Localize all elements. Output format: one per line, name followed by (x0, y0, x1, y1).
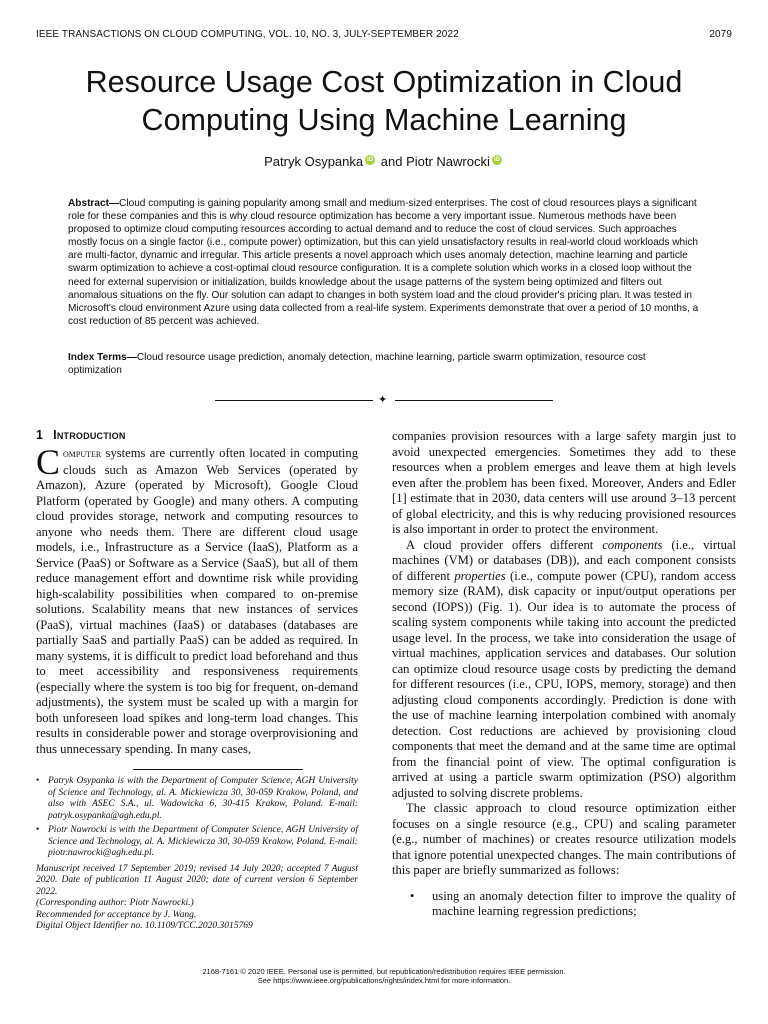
abstract-text: Cloud computing is gaining popularity among small and medium-sized enterprises. The cost of cloud resources plays a significant role for these companies and this is why cloud resource optimization has become a very important issue. Numerous methods have been proposed to optimize cloud computing resources according to actual demand and to reduce the cost of cloud services. Such approaches mostly focus on a single factor (i.e., compute power) optimization, but this can yield unsatisfactory results in real-world cloud workloads which are multi-factor, dynamic and irregular. This article presents a novel approach which uses anomaly detection, machine learning and particle swarm optimization to achieve a cost-optimal cloud resource configuration. It is a complete solution which works in a closed loop without the need for external supervision or initialization, builds knowledge about the usage patterns of the system being optimized and filters out anomalous situations on the fly. Our solution can adapt to changes in both system load and the cloud provider's pricing plan. It was tested in Microsoft's cloud environment Azure using data collected from a real-life system. Experiments demonstrate that over a period of 10 months, a cost reduction of 85 percent was achieved. (68, 198, 699, 327)
recommended-note: Recommended for acceptance by J. Wang. (36, 909, 197, 920)
paragraph-text: (i.e., virtual machines (VM) or databases (DB)), and each component consists of different (392, 537, 736, 583)
dropcap: C (36, 442, 61, 482)
footnote-rule (133, 769, 303, 770)
paper-title: Resource Usage Cost Optimization in Cloud Computing Using Machine Learning (85, 65, 683, 137)
abstract (68, 197, 700, 328)
section-separator (215, 394, 553, 406)
journal-name: IEEE TRANSACTIONS ON CLOUD COMPUTING, VOL. 10, NO. 3, JULY-SEPTEMBER 2022 (36, 29, 459, 40)
footnotes (36, 776, 358, 933)
page-number: 2079 (709, 29, 732, 40)
paragraph-text: systems are currently often located in computing clouds such as Amazon Web Services (operated by Amazon), Azure (operated by Microsoft), Google Cloud Platform (operated by Google) and many others. A computing cloud provides storage, network and computing resources to anyone who needs them. There are different cloud usage models, i.e., Infrastructure as a Service (IaaS), Platform as a Service (PaaS) or Software as a Service (SaaS), but all of them reduce management effort and downtime risk while providing high-scalability possibilities when compared to on-premise solutions. Scalability means that new instances of services (PaaS), virtual machines (IaaS) or databases (databases are partially SaaS and partially PaaS) can be added as required. In many systems, it is difficult to predict load beforehand and thus to meet accessibility and responsiveness requirements (especially where the system is too big for frequent, on-demand adjustments), the system must be scaled up with a margin for both unforeseen load spikes and long-term load changes. This results in considerable power and storage overprovisioning and thus unnecessary spending. In many cases, (36, 446, 358, 756)
intro-paragraph (36, 442, 358, 757)
right-column (392, 429, 736, 920)
list-item: • using an anomaly detection filter to improve the quality of machine learning regression predictions; (432, 889, 736, 920)
paragraph-text: (i.e., compute power (CPU), random access memory size (RAM), disk capacity or input/output operations per second (IOPS)) (Fig. 1). Our idea is to automate the process of scaling system components while taking into account the predicted usage level. In the process, we take into consideration the usage of virtual machines, application services and databases. Our solution can optimize cloud resource usage costs by predicting the demand for different resources (i.e., CPU, IOPS, memory, storage) and then adjusting cloud components accordingly. Prediction is done with the use of machine learning interpolation combined with anomaly detection. Cost reductions are achieved by provisioning cloud components that meet the demand and at the same time are optimal from the financial point of view. The optimal configuration is arrived at using a particle swarm optimization (PSO) algorithm adjusted to solving discrete problems. (392, 568, 736, 800)
affiliation-note: • Piotr Nawrocki is with the Department of Computer Science, AGH University of Science and Technology, al. A. Mickiewicza 30, 30-059 Krakow, Poland. E-mail: piotr.nawrocki@agh.edu.pl. (48, 825, 358, 860)
author-line (0, 154, 768, 169)
index-terms (68, 351, 700, 377)
author-separator: and (380, 154, 403, 169)
paragraph-text: A cloud provider offers different (406, 537, 603, 552)
separator-line (215, 400, 373, 401)
corresponding-note: (Corresponding author: Piotr Nawrocki.) (36, 898, 194, 908)
doi-note: Digital Object Identifier no. 10.1109/TCC.2020.3015769 (36, 921, 253, 931)
paragraph: companies provision resources with a large safety margin just to avoid unexpected emergencies. Sometimes they add to these resources when a problem emerges and leave them at high levels even after the problem has been fixed. Moreover, Anders and Edler [1] estimate that in 2030, data centers will use around 3–13 percent of global electricity, and this is why reducing provisioned resources is also important in order to protect the environment. (392, 429, 736, 536)
orcid-icon[interactable]: iD (367, 156, 374, 163)
rights-link[interactable]: See https://www.ieee.org/publications/rights/index.html for more information. (257, 976, 511, 985)
section-title: Introduction (53, 428, 126, 442)
emphasis: components (602, 537, 663, 552)
diamond-icon: ✦ (378, 394, 388, 406)
left-column (36, 428, 358, 933)
smallcaps-lead: omputer (63, 448, 102, 460)
copyright-footer (0, 967, 768, 985)
paragraph: The classic approach to cloud resource optimization either focuses on a single resource (e.g., CPU) and scaling parameter (e.g., number of machines) or creates resource utilization models that ignore potential unexpected changes. The main contributions of this paper are briefly summarized as follows: (392, 801, 736, 877)
copyright-line: 2168-7161 © 2020 IEEE. Personal use is permitted, but republication/redistribution requires IEEE permission. (202, 967, 566, 976)
abstract-label: Abstract— (68, 198, 120, 209)
affiliation-note: • Patryk Osypanka is with the Department of Computer Science, AGH University of Science and Technology, al. A. Mickiewicza 30, 30-059 Krakow, Poland, and also with ASEC S.A., ul. Wadowicka 6, 30-415 Krakow, Poland. E-mail: patryk.osypanka@agh.edu.pl. (48, 776, 358, 822)
index-terms-label: Index Terms— (68, 352, 137, 363)
author-name: Patryk Osypanka (264, 154, 364, 169)
section-number: 1 (36, 428, 44, 442)
separator-line (395, 400, 553, 401)
emphasis: properties (454, 568, 506, 583)
running-header (36, 29, 732, 40)
manuscript-note: Manuscript received 17 September 2019; revised 14 July 2020; accepted 7 August 2020. Date of publication 11 August 2020; date of current version 6 September 2022. (36, 863, 358, 897)
section-heading (36, 428, 358, 442)
contribution-list (392, 889, 736, 920)
index-terms-text: Cloud resource usage prediction, anomaly detection, machine learning, particle swarm optimization, resource cost optimization (68, 352, 646, 377)
author-name: Piotr Nawrocki (406, 154, 490, 169)
paragraph (392, 538, 736, 802)
orcid-icon[interactable]: iD (493, 156, 500, 163)
